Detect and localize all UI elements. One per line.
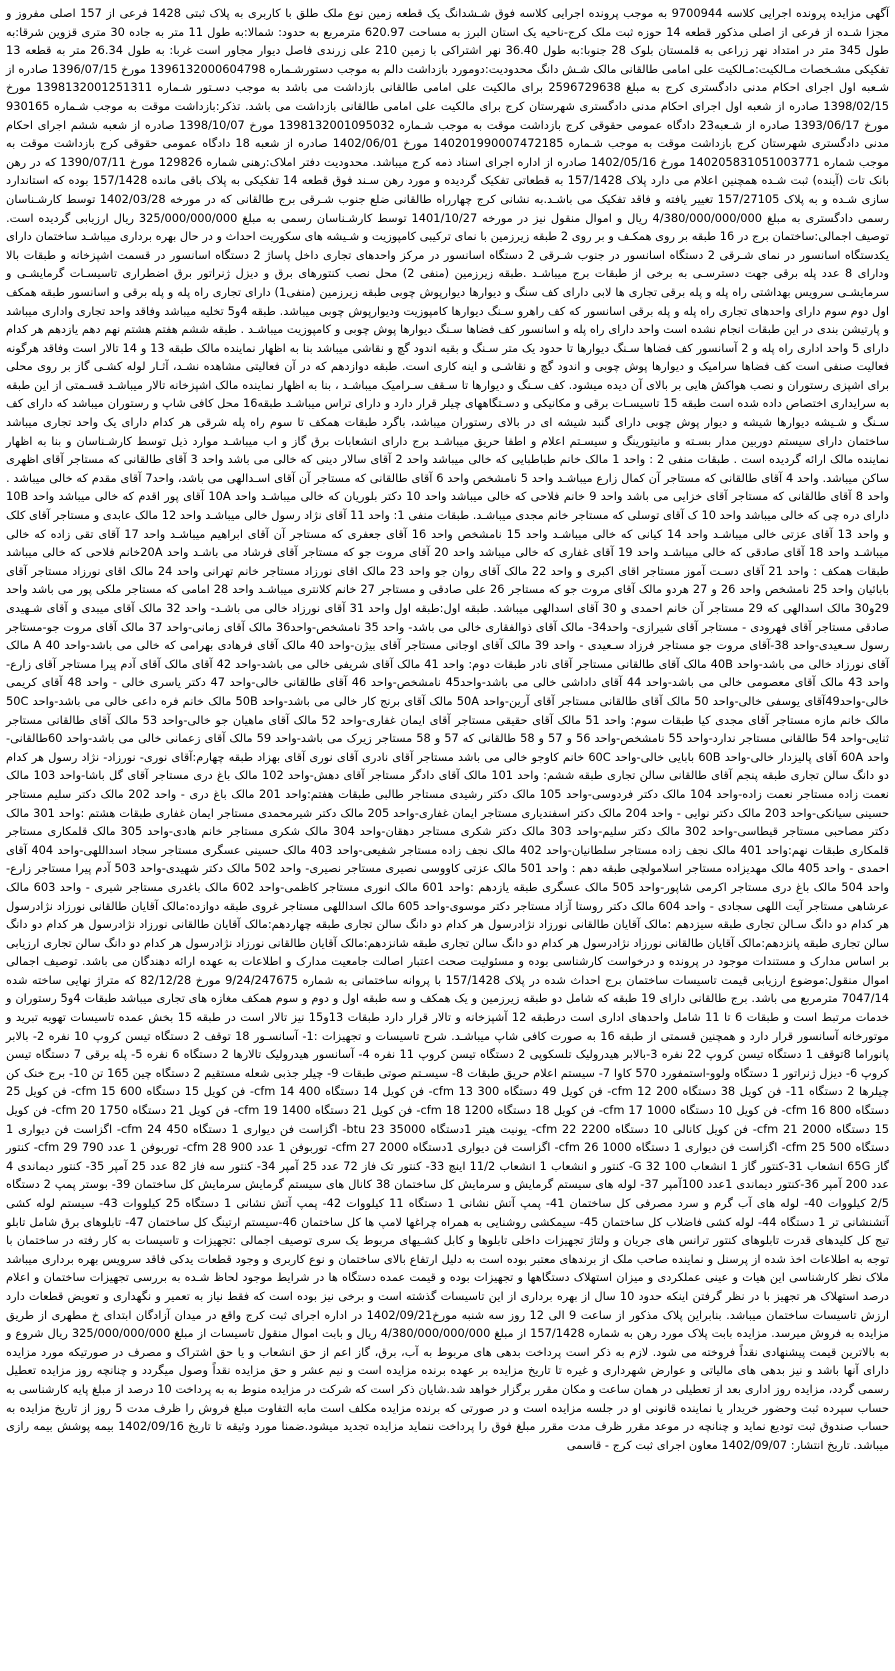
auction-notice-text: آگهی مزایده پرونده اجرایی کلاسه 9700944 به موجب پرونده اجرایی کلاسه فوق شـشدانگ یک قطعه زمین نوع ملک طلق با کاربری به پلاک ثبتی 1428 فرعی از 157 اصلی مفروز و مجزا شـده از فرعی از اصلی مذکور قطعه 14 حوزه ثبت ملک کرج-ناحیه یک استان البرز به مساحت 620.97 مترمربع به حدود: شمالا:به طول 11 متر به جاده 30 متری قزوین شرقا:به طول 345 متر در امتداد نهر زراعی به قلمستان بلوک 28 جنوبا:به طول 36.40 نهر اشتراکی با زمین 210 علی زرندی فاصل دیوار مجاور است غربا: به طول 26.34 متر به قطعه 13 تفکیکی مشـخصات مـالکیت:مـالکیت علی امامی طالقانی مالک شـش دانگ محدودیت:دومورد بازداشت دالم به موجب دستورشـماره 1396132000604798 مورخ 1396/07/15 صادره از شـعبه اول اجرای احکام مدنی دادگستری کرج به مبلغ 2596729638 برای مالکیت علی امامی طالقانی بازداشت می باشد به موجب دسـتور شـماره 1398132001251311 مورخ 1398/02/15 صادره از شعبه اول اجرای احکام مدنی دادگستری شهرستان کرج برای مالکیت علی امامی طالقانی بازداشت می باشد. تذکر:بازداشت موقت به موجب شـماره 930165 مورخ 1393/06/17 صادره از شـعبه23 دادگاه عمومی حقوقی کرج بازداشت موقت به موجب شـماره 1398132001095032 مورخ 1398/10/07 صادره از شعبه ششم اجرای احکام مدنی دادگستری شهرستان کرج بازداشت موقت به موجب شـماره 140201990007472185 مورخ 1402/06/01 صادره از شعبه 18 دادگاه عمومی حقوقی کرج بازداشت موقت به موجب شماره 140205831051003771 مورخ 1402/05/16 صادره از اداره اجرای اسناد ذمه کرج میباشد. محدودیت دفتر املاک:رهنی شماره 129826 مورخ 1390/07/11 که در رهن بانک تات (آینده) ثبت شـده همچنین اعلام می دارد پلاک 157/1428 به قطعاتی تفکیک گردیده و مورد رهن سـند فوق قطعه 14 تفکیکی به پلاک باقی مانده 157/1428 بوده که استاندارد سازی شـده و به پلاک 157/27105 تغییر یافته و فاقد تفکیک می باشـد.به نشانی کرج چهارراه طالقانی ضلع جنوب شـرقی برج طالقانی که در مورخه 1402/03/28 توسط کارشـناسان رسمی دادگستری به مبلغ 4/380/000/000/000 ریال و اموال منقول نیز در مورخه 1401/10/27 توسط کارشـناسان رسمی به مبلغ 325/000/000/000 ریال ارزیابی گردیده است. توصیف اجمالی:ساختمان برج در 16 طبقه بر روی همکـف و بر روی 2 طبقه زیرزمین با نمای ترکیبی کامپوزیت و شـیشه های سکوریت احداث و در حال بهره برداری میباشـد ساختمان دارای یکدستگاه اسانسور در نمای شـرقی 2 دستگاه اسانسور در جنوب شـرقی 2 دستگاه اسانسور در مرکز واحدهای تجاری داخل پاساژ 2 دستگاه اسانسور در قسمت اشپزخانه و طبقات بالا ودارای 8 عدد پله برقی جهت دسترسـی به برخی از طبقات برج میباشـد .طبقه زیرزمین (منفی 2) محل نصب کنتورهای برق و دیزل ژنراتور برق اضطراری تاسیسـات گرمایشـی و سرمایشـی سرویس بهداشتی راه پله و پله برقی تجاری ها لابی دارای کف سنگ و دیوارها دیوارپوش چوبی طبقه زیرزمین (منفی1) دارای تجاری راه پله و پله برقی و اسانسور طبقه همکف اول دوم سوم دارای واحدهای تجاری راه پله و پله برقی اسانسور که کف راهرو سـنگ دیوارها کامپوزیت ودیوارپوش چوبی میباشد. طبقه 4و5 تخلیه میباشد وفاقد واحد تجاری واداری میباشد و پارتیشن بندی در این طبقات انجام نشده است واحد دارای راه پله و اسانسور کف فضاها سـنگ دیوارها پوش چوبی و کامپوزیت میباشـد . طبقه ششم هفتم هشتم نهم دهم یازدهم هر کدام دارای 5 واحد اداری راه پله و 2 آسانسور کف فضاها سـنگ دیوارها تا حدود یک متر سـنگ و بقیه اندود گچ و نقاشی میباشد بنا به اظهار نماینده مالک طبقه 13 و 14 تالار است وفاقد هرگونه فعالیت صنفی است کف فضاها سرامیک و دیوارها پوش چوبی و اندود گچ و نقاشـی و اینه کاری است. طبقه دوازدهم که در آن فعالیتی مشاهده نشـد، آثـار لوله کشـی گاز بر روی محلی برای اشپزی رستوران و نصب هواکش هایی بر بالای آن دیده میشود. کف سـنگ و دیوارها تا سـقف سـرامیک میباشـد ، بنا به اظهار نماینده مالک اشپزخانه تالار میباشـد قسـمتی از این طبقه به سرایداری اختصاص داده شده است طبقه 15 تاسیسـات برقی و مکانیکی و دسـتگاههای چیلر قرار دارد و دارای تراس میباشـد طبقه16 محل کافی شاپ و رستوران میباشد که دارای کف سـنگ و شـیشه دیوارها شیشه و دیوار پوش چوبی دارای گنبد شیشه ای در بالای رستوران میباشد، باگرد طبقات همکف تا سوم راه پله شرقی هر کدام دارای یک واحد تجاری میباشد ساختمان دارای سیستم دوربین مدار بسـته و مانیتورینگ و سیسـتم اعلام و اطفا حریق میباشـد برج دارای انشعابات برق گاز و اب میباشـد موارد ذیل توسط کارشـناسان و بنا به اظهار نماینده مالک ارائه گردیده است . طبقات منفی 2 : واحد 1 مالک خانم طباطبایی که خالی میباشد واحد 2 آقای سالار دینی که خالی می باشد واحد 3 آقای طالقانی که مستاجر آقای اظهری ساکن میباشد. واحد 4 آقای طالقانی که مستاجر آن کمال زارع میباشـد واحد 5 نامشخص واحد 6 آقای طالقانی که مستاجر آن آقای اسـدالهی می باشد، واحد7 آقای مقدم که خالی میباشد . واحد 8 آقای طالقانی که مستاجر آقای خزایی می باشد واحد 9 خانم فلاحی که خالی میباشد واحد 10 دکتر بلوریان که خالی میباشـد واحد 10A آقای پور اقدم که خالی میباشد واحد 10B دارای دره چی که خالی میباشد واحد 10 ک آقای توسلی که مستاجر خانم مجدی میباشـد. طبقات منفی 1: واحد 11 آقای نژاد رسول خالی میباشـد واحد 12 مالک عابدی و مستاجر آقای کلک و واحد 13 آقای عزتی خالی میباشـد واحد 14 کیانی که خالی میباشـد واحد 15 نامشخص واحد 16 آقای جعفری که مستاجر آن آقای ابراهیم میباشـد واحد 17 آقای تقی زاده که خالی میباشـد واحد 18 آقای صادقی که خالی میباشـد واحد 19 آقای غفاری که خالی میباشد واحد 20 آقای مروت جو که مستاجر آقای فرشاد می باشـد واحد 20Aخانم فلاحی که خالی میباشد طبقات همکف : واحد 21 آقای دسـت آموز مستاجر اقای اکبری و واحد 22 مالک آقای روان جو واحد 23 مالک اقای نورزاد مستاجر خانم تهرانی واحد 24 مالک اقای نورزاد مستاجر آقای بابائیان واحد 25 نامشخص واحد 26 و 27 هردو مالک آقای مروت جو که مستاجر 26 علی صادقی و مستاجر 27 خانم کلانتری میباشـد واحد 28 امامی که مستاجر ملکی پور می باشد واحد 29و30 مالک اسدالهی که 29 مستاجر آن خانم احمدی و 30 آقای اسدالهی میباشد. طبقه اول:طبقه اول واحد 31 آقای نورزاد خالی می باشـد- واحد 32 مالک آقای میبدی و آقای شـهیدی صادقی مستاجر آقای فهرودی - مستاجر آقای شیرازی- واحد34- مالک آقای ذوالفقاری خالی می باشد- واحد 35 نامشخص-واحد36 مالک آقای زمانی-واحد 37 مالک آقای مروت جو-مستاجر رسول سـعیدی-واحد 38-آقای مروت جو مستاجر فرزاد سـعیدی - واحد 39 مالک آقای اوجانی مستاجر آقای بیژن-واحد 40 مالک آقای فرهادی بهرامی که خالی می باشد-واحد 40 A مالک آقای نورزاد خالی می باشد-واحد 40B مالک آقای طالقانی مستاجر آقای نادر طبقات دوم: واحد 41 مالک آقای شریفی خالی می باشد-واحد 42 آقای مالک آقای آدم پیرا مستاجر آقای زارع-واحد 43 مالک آقای معصومی خالی می باشد-واحد 44 آقای داداشی خالی می باشد-واحد45 نامشخص-واحد 46 آقای طالقانی خالی-واحد 47 دکتر یاسری خالی - واحد 48 آقای کریمی خالی-واحد49آقای یوسفی خالی-واحد 50 مالک آقای طالقانی مستاجر آقای آرین-واحد 50A مالک آقای برنج کار خالی می باشد-واحد 50B مالک خانم فره داعی خالی می باشد-واحد 50C مالک خانم مازه مستاجر آقای مجدی کیا طبقات سوم: واحد 51 مالک آقای حقیقی مستاجر آقای ایمان غفاری-واحد 52 مالک آقای ماهیان جو خالی-واحد 53 مالک آقای طالقانی مستاجر ثنایی-واحد 54 طالقانی مستاجر ندارد-واحد 55 نامشخص-واحد 56 و 57 و 58 طالقانی که 57 و 58 مستاجر زیرک می باشد-واحد 59 مالک آقای زعمانی خالی می باشد-واحد 60طالقانی-واحد 60A آقای پالیزدار خالی-واحد 60B بابایی خالی-واحد 60C خانم کاوجو خالی می باشد مستاجر آقای نادری آقای نوری آقای بهزاد طبقه چهارم:آقای نوری- نورزاد- نژاد رسول هر کدام دو دانگ سالن تجاری طبقه پنجم آقای طالقانی سالن تجاری طبقه ششم: واحد 101 مالک آقای دادگر مستاجر آقای دهش-واحد 102 مالک باغ دری مستاجر آقای گل باشا-واحد 103 مالک نعمت زاده مستاجر نعمت زاده-واحد 104 مالک دکتر فردوسی-واحد 105 مالک دکتر رشیدی مستاجر طالبی طبقات هفتم:واحد 201 مالک باغ دری - واحد 202 مالک دکتر سلیم مستاجر حسینی سیانکی-واحد 203 مالک دکتر نوایی - واحد 204 مالک دکتر اسفندیاری مستاجر ایمان غفاری-واحد 205 مالک دکتر شیرمحمدی مستاجر ایمان غفاری طبقات هشتم :واحد 301 مالک دکتر مصاحبی مستاجر قیطاسی-واحد 302 مالک دکتر سلیم-واحد 303 مالک دکتر شکری مستاجر دهقان-واحد 304 مالک شکری مستاجر خانم هادی-واحد 305 مالک قلمکاری مستاجر قلمکاری طبقات نهم:واحد 401 مالک نجف زاده مستاجر سلطانیان-واحد 402 مالک نجف زاده مستاجر شفیعی-واحد 403 مالک حسینی عسگری مستاجر سجاد اسداللهی-واحد 404 آقای احمدی - واحد 405 مالک مهدیزاده مستاجر اسلامولچی طبقه دهم : واحد 501 مالک عزتی کاووسی نصیری مستاجر نصیری- واحد 502 مالک دکتر شهیدی-واحد 503 آدم پیرا مستاجر زارع-واحد 504 مالک باغ دری مستاجر اکرمی شاپور-واحد 505 مالک عسگری طبقه یازدهم :واحد 601 مالک انوری مستاجر کاظمی-واحد 602 مالک باغدری مستاجر شیری - واحد 603 مالک عرشاهی مستاجر آیت اللهی سجادی - واحد 604 مالک دکتر روستا آزاد مستاجر دکتر موسوی-واحد 605 مالک اسداللهی مستاجر غروی طبقه دوازده:مالک آقایان طالقانی نورزاد نژادرسول هر کدام دو دانگ سـالن تجاری طبقه سیزدهم :مالک آقایان طالقانی نورزاد نژادرسول هر کدام دو دانگ سالن تجاری طبقه چهاردهم:مالک آقایان طالقانی نورزاد نژادرسول هر کدام دو دانگ سالن تجاری طبقه پانزدهم:مالک آقایان طالقانی نورزاد نژادرسول هر کدام دو دانگ سالن تجاری طبقه شانزدهم:مالک آقایان طالقانی نورزاد نژادرسول هر کدام دو دانگ سالن تجاری ارزیابی بر اساس مدارک و مستندات موجود در پرونده و درخواست کارشناسی بوده و مسئولیت صحت اعتبار اصالت جامعیت مدارک و اطلاعات به عهده ارائه دهندگان می باشد. توصیف اجمالی اموال منقول:موضوع ارزیابی قیمت تاسیسات ساختمان برج احداث شده در پلاک 157/1428 با پروانه ساختمانی به شماره 9/24/247675 مورخ 82/12/28 که متراژ نهایی ساخته شده 7047/14 مترمربع می باشد. برج طالقانی دارای 19 طبقه که شامل دو طبقه زیرزمین و یک همکف و سه طبقه اول و دوم و سوم همکف مغازه های تجاری میباشد طبقات 4و5 رستوران و خدمات مرتبط است و طبقات 6 تا 11 شامل واحدهای اداری است درطبقه 12 آشپزخانه و تالار قرار دارد طبقات 13و15 نیز تالار است در طبقه 15 بخش عمده تاسیسات تهویه تبرید و موتورخانه آسانسور قرار دارد و همچنین قسمتی از طبقه 16 به صورت کافی شاپ میباشـد. شرح تاسیسات و تجهیزات :1- آسانسـور 18 توقف 2 دستگاه تیسن کروپ 10 نفره 2- بالابر پانوراما 8توقف 1 دستگاه تیسن کروپ 22 نفره 3-بالابر هیدرولیک تلسکوپی 2 دستگاه تیسن کروپ 11 نفره 4- آسانسور هیدرولیک تالارها 2 دستگاه 6 نفره 5- پله برقی 7 دستگاه تیسن کروپ 6- دیزل ژنراتور 1 دستگاه ولوو-استمفورد 570 کاوا 7- سیستم اعلام حریق طبقات 8- سیسـتم صوتی طبقات 9- چیلر جذبی شعله مستقیم 2 دستگاه چین 165 تن 10- برج خنک کن چیلرها 2 دستگاه 11- فن کویل 38 دستگاه 200 cfm 12- فن کویل 49 دستگاه 300 cfm 13- فن کویل 14 دستگاه 400 cfm 14- فن کویل 15 دستگاه 600 cfm 15- فن کویل 25 دستگاه 800 cfm 16- فن کویل 10 دستگاه 1000 cfm 17- فن کویل 18 دستگاه 1200 cfm 18- فن کویل 21 دستگاه 1400 cfm 19- فن کویل 21 دستگاه 1750 cfm 20- فن کویل 15 دستگاه 2000 cfm 21- فن کویل کانالی 10 دستگاه 2200 cfm 22- یونیت هیتر 1دستگاه 35000 btu 23- اگزاست فن دیواری 1 دستگاه 450 cfm 24- اگزاست فن دیواری 1 دستگاه 500 cfm 25- اگزاست فن دیواری 1 دستگاه 1000 cfm 26- اگزاست فن دیواری 1دستگاه 2000 cfm 27- توربوفن 1 عدد 900 cfm 28- توربوفن 1 عدد 790 cfm 29- کنتور گاز 65G انشعاب 31-کنتور گاز 1 انشعاب 100 G 32- کنتور و انشعاب 1 انشعاب 11/2 اینچ 33- کنتور تک فاز 72 عدد 25 آمپر 34- کنتور سه فاز 82 عدد 25 آمپر 35- کنتور دیماندی 4 عدد 200 آمپر 36-کنتور دیماندی 1عدد 100آمپر 37- لوله های سیستم گرمایش و سرمایش کل ساختمان 38 کانال های سیستم گرمایش سرمایش کل ساختمان 39- بوستر پمپ 2 دستگاه 2/5 کیلووات 40- لوله های آب گرم و سرد مصرفی کل ساختمان 41- پمپ آتش نشانی 1 دستگاه 11 کیلووات 42- پمپ آتش نشانی 1 دستگاه 25 کیلووات 43- سیستم لوله کشی آتشنشانی تر 1 دستگاه 44- لوله کشی فاضلاب کل ساختمان 45- سیمکشی روشنایی به همراه چراغها لامپ ها کل ساختمان 46-سیستم ارتینگ کل ساختمان 47- تابلوهای برق شامل تابلو تیج کل کلیدهای قدرت تابلوهای کنتور ترانس های جریان و ولتاژ تجهیزات داخلی تابلوها و کابل کشـیهای مربوط یک سری توصیف اجمالی :تجهیزات و تاسیسات به کار رفته در ساختمان با توجه به اطلاعات اخذ شده از پرسنل و نماینده صاحب ملک از برندهای معتبر بوده است به دلیل ارتفاع بالای ساختمان و نوع کاربری و وجود قطعات یدکی فاقد سرویس بهره برداری میباشد ملاک نظر کارشناسی این هیات و عینی عملکردی و میزان استهلاک دستگاهها و تجهیزات بوده و قیمت عمده دستگاه ها در شرایط موجود لحاظ شـده به بررسی تجهیزات ساختمان و اعلام درصد استهلاک هر تجهیز با در نظر گرفتن اینکه حدود 10 سال از بهره برداری از این تاسیسات گذشته است و برخی نیز بوده است که فقط نیاز به تعمیر و نگهداری و تعویض قطعات دارد ارزش تاسیسات ساختمان میباشد. بنابراین پلاک مذکور از ساعت 9 الی 12 روز سه شنبه مورخ1402/09/21 در اداره اجرای ثبت کرج واقع در میدان آزادگان ابتدای خ مطهری از طریق مزایده به فروش میرسد. مزایده بابت پلاک مورد رهن به شماره 157/1428 از مبلغ 4/380/000/000/000 ریال و بابت اموال منقول تاسیسات از مبلغ 325/000/000/000 ریال شروع و به بالاترین قیمت پیشنهادی نقداً فروخته می شود. لازم به ذکر است پرداخت بدهی های مربوط به آب، برق، گاز اعم از حق انشعاب و یا حق اشتراک و مصرف در صورتیکه مورد مزایده دارای آنها باشد و نیز بدهی های مالیاتی و عوارض شهرداری و غیره تا تاریخ مزایده بر عهده برنده مزایده است و نیم عشر و حق مزایده نقداً وصول میگردد و چنانچه روز مزایده تعطیل رسمی گردد، مزایده روز اداری بعد از تعطیلی در همان ساعت و مکان مقرر برگزار خواهد شد.شایان ذکر است که شرکت در مزایده منوط به به پرداخت 10 درصد از مبلغ پایه کارشناسی به حساب سپرده ثبت وحضور خریدار یا نماینده قانونی او در جلسه مزایده است و در صورتی که برنده مزایده مکلف است مابه التفاوت مبلغ فروش را ظرف مدت 5 روز از تاریخ مزایده به حساب صندوق ثبت تودیع نماید و چنانچه در موعد مقرر ظرف مدت مقرر مبلغ فوق را پرداخت ننماید مزایده تجدید میشود.ضمنا مورد وثیقه تا تاریخ 1402/09/16 بیمه پوشش بیمه رازی میباشد. تاریخ انتشار: 1402/09/07 معاون اجرای ثبت کرج - قاسمی xyxy=(6,6,890,1452)
